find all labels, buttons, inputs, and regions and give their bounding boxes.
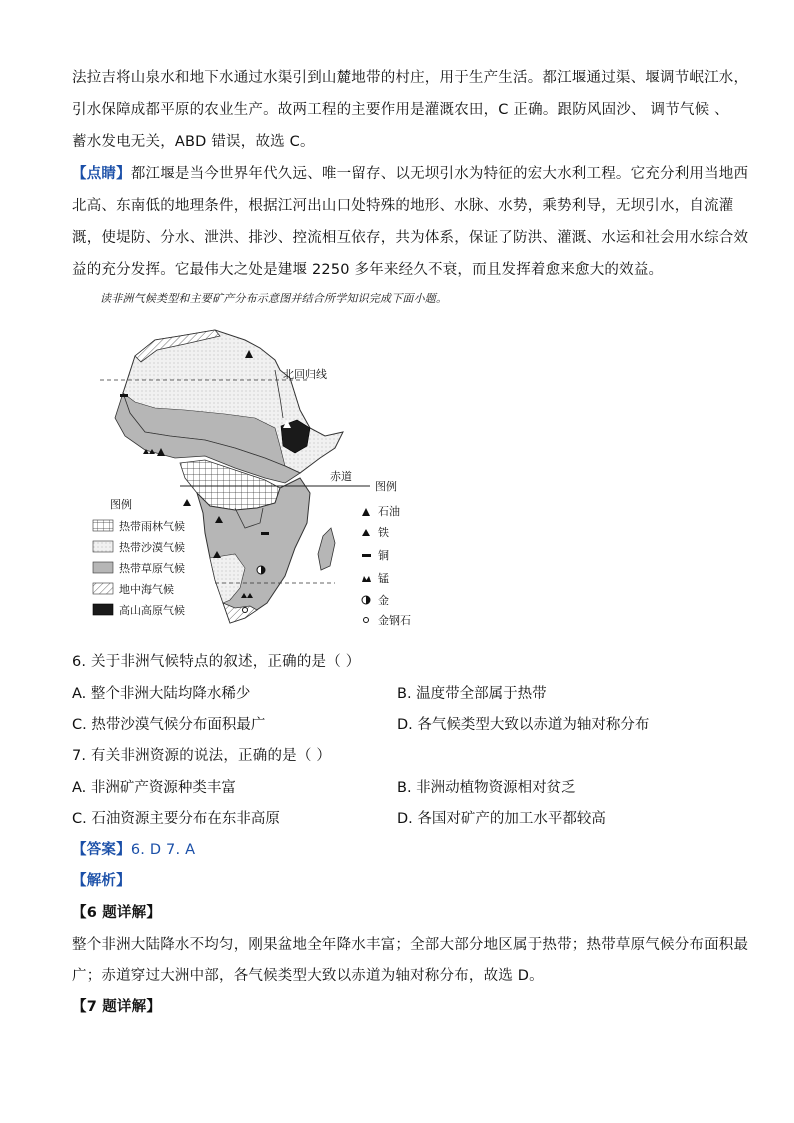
q6-option-b: B. 温度带全部属于热带: [397, 686, 547, 702]
legend-item: 铁: [378, 526, 389, 539]
answer-tag: 【答案】: [72, 842, 131, 858]
paragraph-line: 溉，使堤防、分水、泄洪、排沙、控流相互依存，共为体系，保证了防洪、灌溉、水运和社会用水综合效: [72, 230, 749, 246]
paragraph-line: [72, 162, 748, 183]
iron-icon: [362, 529, 370, 536]
legend-item: 地中海气候: [119, 583, 174, 596]
equator-label: 赤道: [330, 470, 352, 483]
manganese-icon: [362, 576, 371, 582]
paragraph-line: 引水保障成都平原的农业生产。故两工程的主要作用是灌溉农田，C 正确。跟防风固沙、 调节气候 、: [72, 102, 729, 118]
q6-option-c: C. 热带沙漠气候分布面积最广: [72, 717, 266, 733]
legend-item: 高山高原气候: [119, 604, 185, 617]
paragraph-line: 蓄水发电无关，ABD 错误，故选 C。: [72, 134, 315, 150]
mineral-legend: [362, 504, 411, 627]
q7-detail-heading: 【7 题详解】: [72, 999, 162, 1015]
tip-text: 都江堰是当今世界年代久远、唯一留存、以无坝引水为特征的宏大水利工程。它充分利用当地西: [130, 166, 749, 182]
legend-item: 热带草原气候: [119, 562, 185, 575]
legend-item: 热带沙漠气候: [119, 541, 185, 554]
answer-line: [72, 838, 195, 859]
mineral-legend-title: 图例: [375, 480, 397, 493]
paragraph-line: 法拉吉将山泉水和地下水通过水渠引到山麓地带的村庄，用于生产生活。都江堰通过渠、堰调节岷江水，: [72, 70, 749, 86]
q7-option-d: D. 各国对矿产的加工水平都较高: [397, 811, 606, 827]
copper-icon: [261, 532, 269, 535]
paragraph-line: 北高、东南低的地理条件，根据江河出山口处特殊的地形、水脉、水势，乘势利导，无坝引水，自流灌: [72, 198, 734, 214]
q7-option-a: A. 非洲矿产资源种类丰富: [72, 780, 236, 796]
analysis-line: 整个非洲大陆降水不均匀，刚果盆地全年降水丰富；全部大部分地区属于热带；热带草原气候分布面积最: [72, 937, 749, 953]
legend-item: 金钢石: [378, 614, 411, 627]
question-intro: 读非洲气候类型和主要矿产分布示意图并结合所学知识完成下面小题。: [100, 292, 448, 305]
climate-legend: [93, 519, 185, 617]
q7-option-c: C. 石油资源主要分布在东非高原: [72, 811, 280, 827]
climate-legend-title: 图例: [110, 498, 132, 511]
diamond-icon: [243, 608, 248, 613]
copper-icon: [362, 554, 371, 557]
answer-value: 6. D 7. A: [130, 842, 196, 858]
legend-item: 热带雨林气候: [119, 520, 185, 533]
analysis-tag: 【解析】: [72, 873, 131, 889]
legend-item: 金: [378, 594, 389, 607]
legend-item: 石油: [378, 505, 400, 518]
tropic-label: 北回归线: [283, 368, 327, 381]
question-7: 7. 有关非洲资源的说法，正确的是（ ）: [72, 748, 332, 764]
legend-item: 铜: [378, 549, 389, 562]
copper-icon: [120, 394, 128, 397]
q6-option-a: A. 整个非洲大陆均降水稀少: [72, 686, 251, 702]
q6-detail-heading: 【6 题详解】: [72, 905, 162, 921]
oil-icon: [362, 508, 370, 516]
tip-tag: 【点睛】: [72, 166, 131, 182]
question-6: 6. 关于非洲气候特点的叙述，正确的是（ ）: [72, 654, 361, 670]
madagascar: [318, 528, 335, 570]
q6-option-d: D. 各气候类型大致以赤道为轴对称分布: [397, 717, 650, 733]
legend-item: 锰: [378, 572, 389, 585]
diamond-icon: [364, 618, 369, 623]
oil-icon: [183, 499, 191, 506]
africa-climate-mineral-map: [85, 318, 435, 638]
paragraph-line: 益的充分发挥。它最伟大之处是建堰 2250 多年来经久不衰，而且发挥着愈来愈大的效益。: [72, 262, 664, 278]
q7-option-b: B. 非洲动植物资源相对贫乏: [397, 780, 576, 796]
analysis-line: 广；赤道穿过大洲中部，各气候类型大致以赤道为轴对称分布，故选 D。: [72, 968, 544, 984]
